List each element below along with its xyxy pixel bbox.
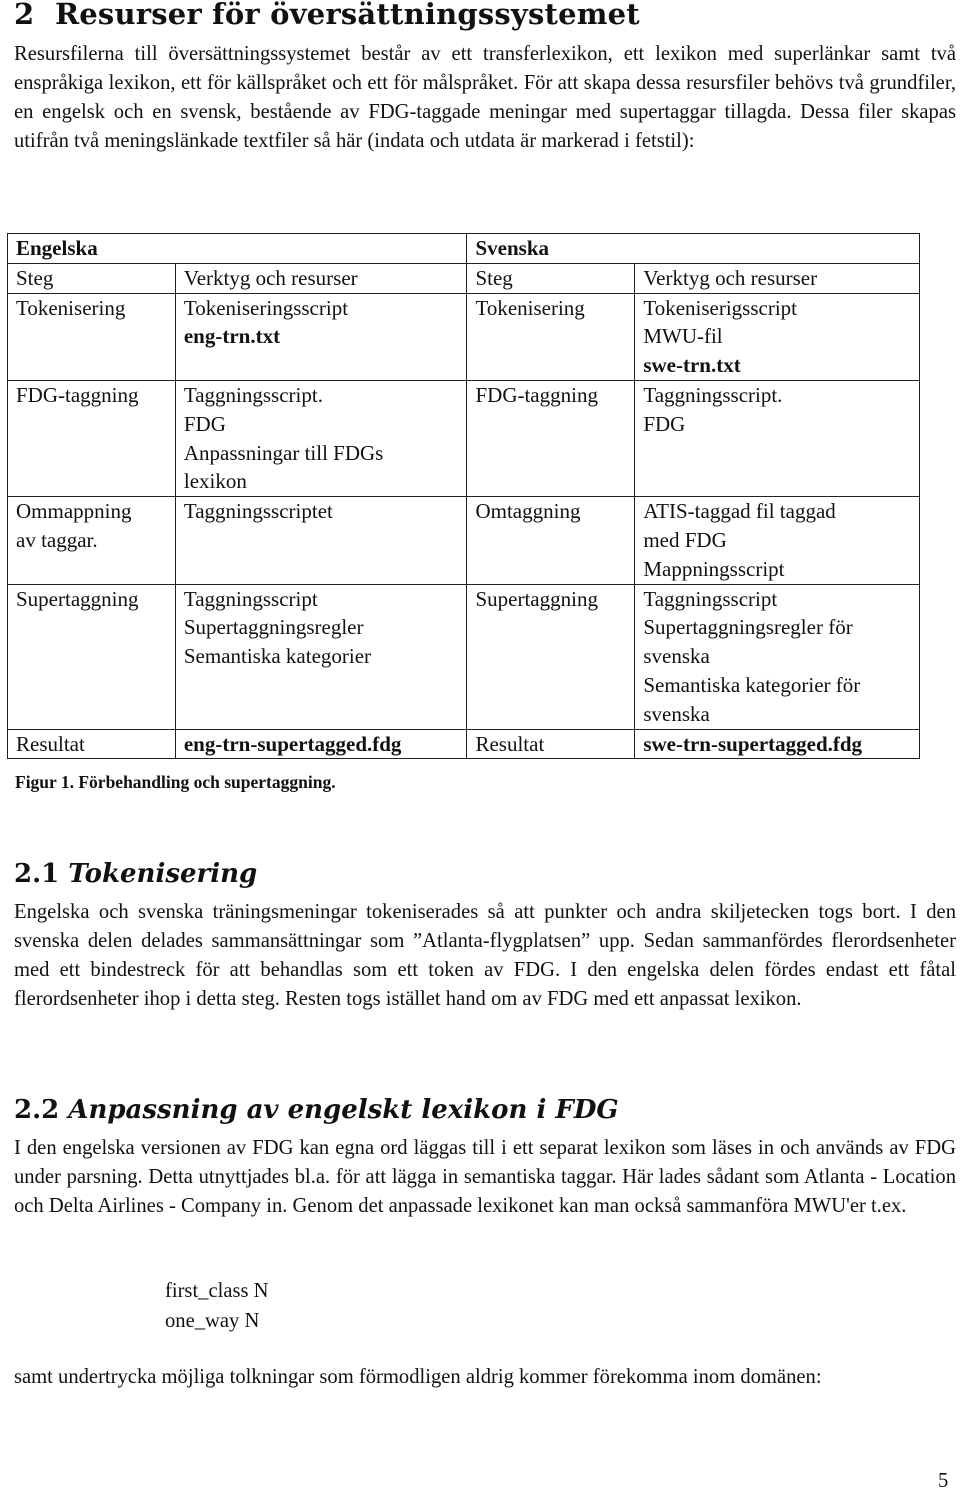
- result-file-sv: swe-trn-supertagged.fdg: [635, 729, 920, 759]
- sv-step-cell: Omtaggning: [467, 497, 635, 584]
- section-heading: 2 Resurser för översättningssystemet: [14, 0, 640, 31]
- col-tools-sv: Verktyg och resurser: [635, 263, 920, 293]
- tokenisering-paragraph: Engelska och svenska träningsmeningar tokeniserades så att punkter och andra skiljetecken togs bort. I den svenska delen delades sammansättningar som ”Atlanta-flygplatsen” upp. Sedan sammanfördes flerordsenheter med ett bindestreck för att behandlas som ett token av FDG. I den engelska delen fördes endast ett fåtal flerordsenheter ihop i detta steg. Resten togs istället hand om av FDG med ett anpassat lexikon.: [14, 901, 956, 1010]
- table-header-row: [8, 263, 920, 293]
- lexikon-paragraph: I den engelska versionen av FDG kan egna ord läggas till i ett separat lexikon som läses in och används av FDG under parsning. Detta utnyttjades bl.a. för att lägga in semantiska taggar. Här lades sådant som Atlanta - Location och Delta Airlines - Company in. Genom det anpassade lexikonet kan man också sammanföra MWU'er t.ex.: [14, 1137, 956, 1217]
- en-tools-cell: Taggningsscriptet: [175, 497, 467, 584]
- sv-tools-cell: ATIS-taggad fil taggad med FDG Mappningsscript: [635, 497, 920, 584]
- sv-step-cell: FDG-taggning: [467, 380, 635, 496]
- sv-tools-cell: Tokeniserigsscript MWU-fil swe-trn.txt: [635, 293, 920, 380]
- sv-tools-cell: Taggningsscript Supertaggningsregler för svenska Semantiska kategorier för svenska: [635, 584, 920, 729]
- subsection-heading-tokenisering: 2.1 Tokenisering: [14, 859, 258, 889]
- sv-step-cell: Supertaggning: [467, 584, 635, 729]
- lexicon-example: first_class N: [165, 1280, 269, 1302]
- sv-tools-cell: Taggningsscript. FDG: [635, 380, 920, 496]
- subsection-heading-lexikon: 2.2 Anpassning av engelskt lexikon i FDG: [14, 1095, 619, 1125]
- preprocessing-table: [7, 233, 920, 759]
- table-row: [8, 293, 920, 380]
- lang-sv-header: Svenska: [467, 234, 635, 264]
- table-row: [8, 380, 920, 496]
- result-label-en: Resultat: [8, 729, 176, 759]
- table-language-row: [8, 234, 920, 264]
- col-tools-en: Verktyg och resurser: [175, 263, 467, 293]
- result-file-en: eng-trn-supertagged.fdg: [175, 729, 467, 759]
- en-step-cell: Supertaggning: [8, 584, 176, 729]
- figure-caption: Figur 1. Förbehandling och supertaggning.: [15, 772, 336, 792]
- en-tools-cell: Tokeniseringsscript eng-trn.txt: [175, 293, 467, 380]
- closing-paragraph: samt undertrycka möjliga tolkningar som förmodligen aldrig kommer förekomma inom domänen:: [14, 1366, 822, 1388]
- sv-step-cell: Tokenisering: [467, 293, 635, 380]
- lexicon-example: one_way N: [165, 1310, 260, 1332]
- en-step-cell: Ommappning av taggar.: [8, 497, 176, 584]
- en-tools-cell: Taggningsscript. FDG Anpassningar till FDGs lexikon: [175, 380, 467, 496]
- table-row: [8, 584, 920, 729]
- table-result-row: [8, 729, 920, 759]
- table-row: [8, 497, 920, 584]
- result-label-sv: Resultat: [467, 729, 635, 759]
- col-step-en: Steg: [8, 263, 176, 293]
- lang-en-header: Engelska: [8, 234, 176, 264]
- col-step-sv: Steg: [467, 263, 635, 293]
- en-step-cell: Tokenisering: [8, 293, 176, 380]
- intro-paragraph: Resursfilerna till översättningssystemet består av ett transferlexikon, ett lexikon med superlänkar samt två enspråkiga lexikon, ett för källspråket och ett för målspråket. För att skapa dessa resursfiler behövs två grundfiler, en engelsk och en svensk, bestående av FDG-taggade meningar med supertaggar tillagda. Dessa filer skapas utifrån två meningslänkade textfiler så här (indata och utdata är markerad i fetstil):: [14, 43, 956, 152]
- en-tools-cell: Taggningsscript Supertaggningsregler Semantiska kategorier: [175, 584, 467, 729]
- page-number: 5: [938, 1470, 949, 1492]
- en-step-cell: FDG-taggning: [8, 380, 176, 496]
